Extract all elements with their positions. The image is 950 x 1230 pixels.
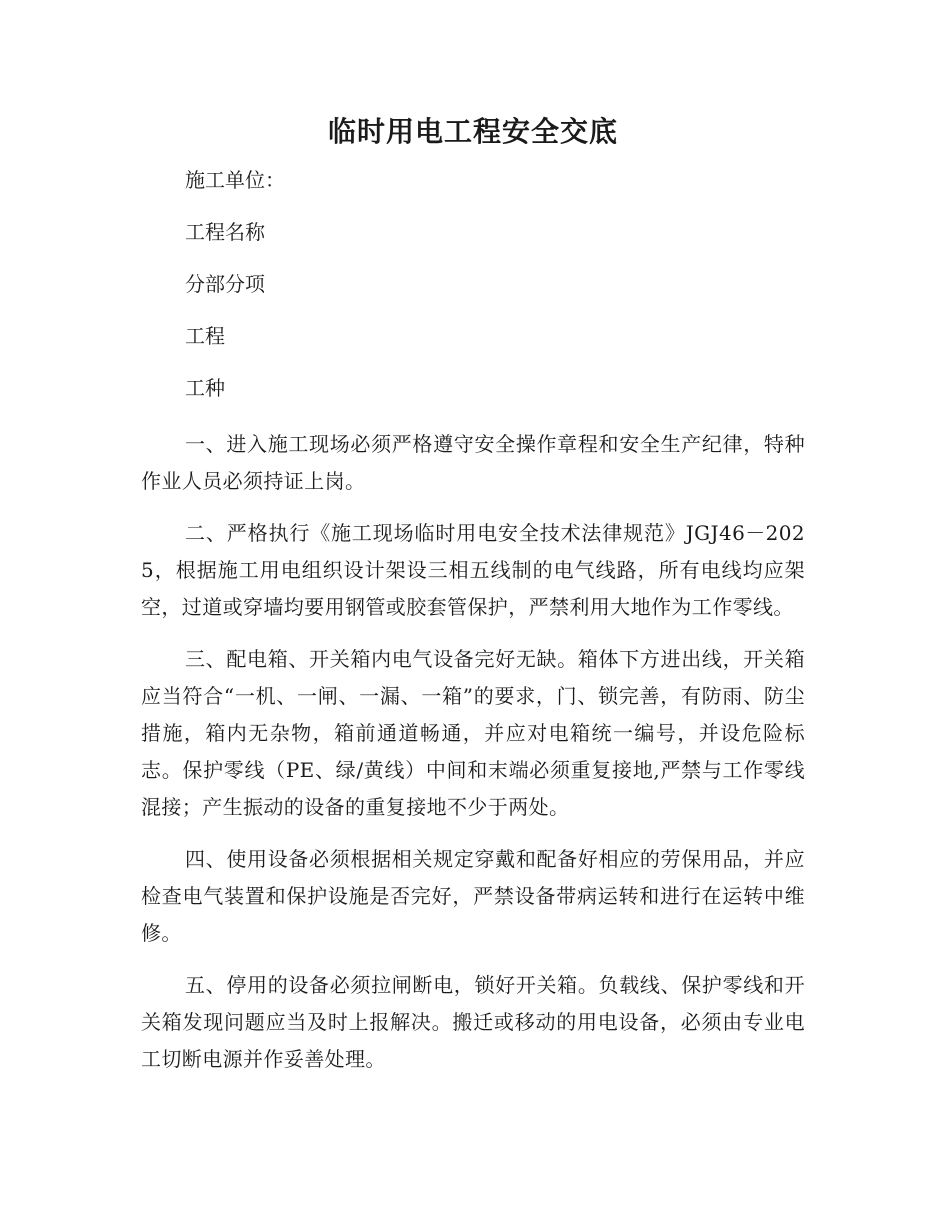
header-fields (141, 166, 805, 402)
paragraph-4: 四、使用设备必须根据相关规定穿戴和配备好相应的劳保用品，并应检查电气装置和保护设施是否完好，严禁设备带病运转和进行在运转中维修。 (141, 847, 805, 945)
field-construction-unit: 施工单位： (185, 168, 285, 192)
field-project-name: 工程名称 (185, 220, 265, 244)
field-sub-item: 分部分项 (185, 272, 265, 296)
paragraph-1: 一、进入施工现场必须严格遵守安全操作章程和安全生产纪律，特种作业人员必须持证上岗。 (141, 432, 805, 493)
field-trade: 工种 (185, 376, 225, 400)
paragraph-2: 二、严格执行《施工现场临时用电安全技术法律规范》JGJ46－2025，根据施工用电组织设计架设三相五线制的电气线路，所有电线均应架空，过道或穿墙均要用钢管或胶套管保护，严禁利用大地作为工作零线。 (141, 521, 805, 619)
paragraph-3: 三、配电箱、开关箱内电气设备完好无缺。箱体下方进出线，开关箱应当符合“一机、一闸、一漏、一箱”的要求，门、锁完善，有防雨、防尘措施，箱内无杂物，箱前通道畅通，并应对电箱统一编号，并设危险标志。保护零线（PE、绿/黄线）中间和末端必须重复接地,严禁与工作零线混接；产生振动的设备的重复接地不少于两处。 (141, 647, 805, 819)
paragraph-5: 五、停用的设备必须拉闸断电，锁好开关箱。负载线、保护零线和开关箱发现问题应当及时上报解决。搬迁或移动的用电设备，必须由专业电工切断电源并作妥善处理。 (141, 973, 805, 1071)
field-project: 工程 (185, 324, 225, 348)
document-page (141, 110, 805, 1093)
document-title: 临时用电工程安全交底 (327, 115, 618, 148)
